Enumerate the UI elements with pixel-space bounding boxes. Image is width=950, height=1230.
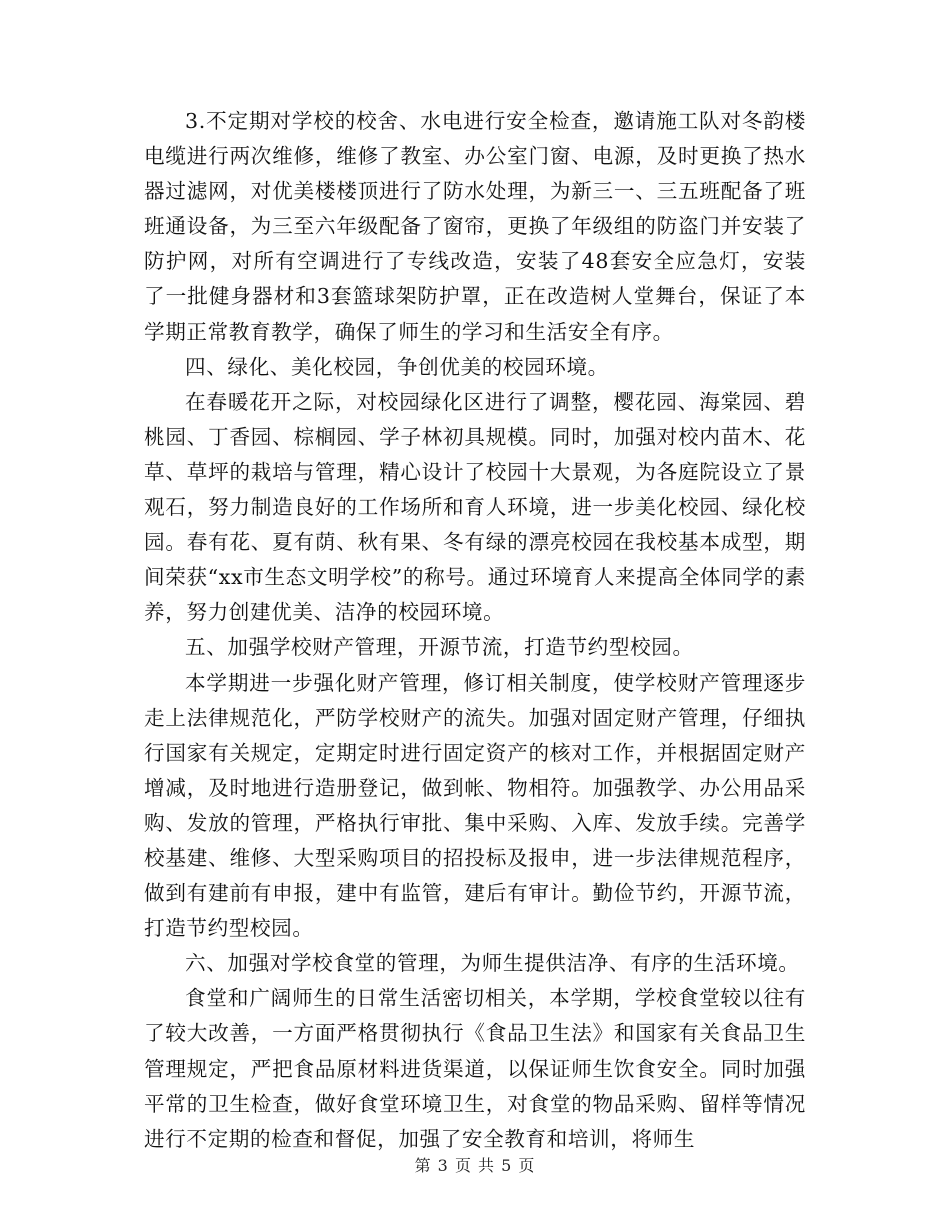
- section-heading-canteen: 六、加强对学校食堂的管理，为师生提供洁净、有序的生活环境。: [185, 951, 800, 976]
- section-heading-property: 五、加强学校财产管理，开源节流，打造节约型校园。: [185, 635, 694, 660]
- paragraph-greening: 在春暖花开之际，对校园绿化区进行了调整，樱花园、海棠园、碧桃园、丁香园、棕榈园、学子林初具规模。同时，加强对校内苗木、花草、草坪的栽培与管理，精心设计了校园十大景观，为各庭院设立了景观石，努力制造良好的工作场所和育人环境，进一步美化校园、绿化校园。春有花、夏有荫、秋有果、冬有绿的漂亮校园在我校基本成型，期间荣获“xx市生态文明学校”的称号。通过环境育人来提高全体同学的素养，努力创建优美、洁净的校园环境。: [144, 389, 806, 625]
- paragraph-canteen: 食堂和广阔师生的日常生活密切相关，本学期，学校食堂较以往有了较大改善，一方面严格贯彻执行《食品卫生法》和国家有关食品卫生管理规定，严把食品原材料进货渠道，以保证师生饮食安全。同时加强平常的卫生检查，做好食堂环境卫生，对食堂的物品采购、留样等情况进行不定期的检查和督促，加强了安全教育和培训，将师生: [144, 986, 806, 1151]
- section-heading-greening: 四、绿化、美化校园，争创优美的校园环境。: [185, 354, 609, 379]
- paragraph-maintenance: 3.不定期对学校的校舍、水电进行安全检查，邀请施工队对冬韵楼电缆进行两次维修，维修了教室、办公室门窗、电源，及时更换了热水器过滤网，对优美楼楼顶进行了防水处理，为新三一、三五班配备了班班通设备，为三至六年级配备了窗帘，更换了年级组的防盗门并安装了防护网，对所有空调进行了专线改造，安装了48套安全应急灯，安装了一批健身器材和3套篮球架防护罩，正在改造树人堂舞台，保证了本学期正常教育教学，确保了师生的学习和生活安全有序。: [144, 109, 806, 344]
- document-body: [144, 104, 806, 1157]
- paragraph-property: 本学期进一步强化财产管理，修订相关制度，使学校财产管理逐步走上法律规范化，严防学校财产的流失。加强对固定财产管理，仔细执行国家有关规定，定期定时进行固定资产的核对工作，并根据固定财产增减，及时地进行造册登记，做到帐、物相符。加强教学、办公用品采购、发放的管理，严格执行审批、集中采购、入库、发放手续。完善学校基建、维修、大型采购项目的招投标及报申，进一步法律规范程序，做到有建前有申报，建中有监管，建后有审计。勤俭节约，开源节流，打造节约型校园。: [144, 670, 806, 941]
- page-number-footer: 第 3 页 共 5 页: [414, 1156, 536, 1175]
